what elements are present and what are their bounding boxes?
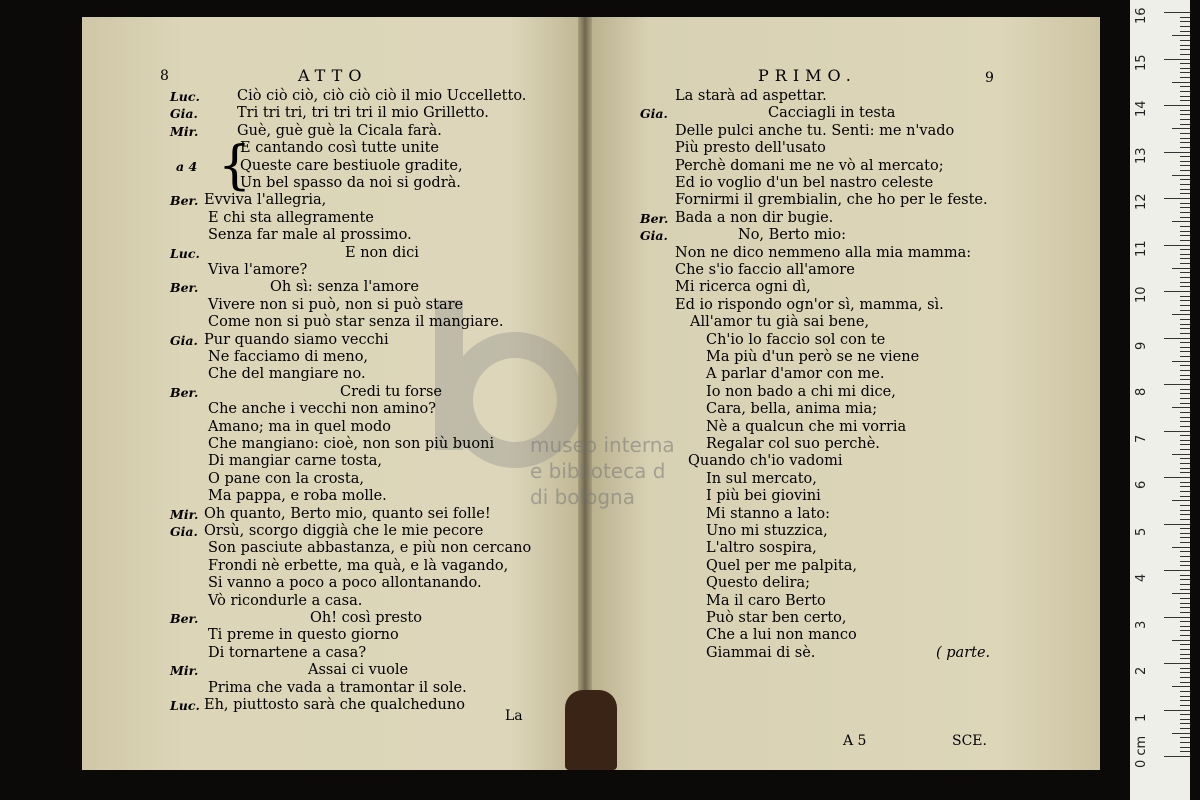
ruler-tick xyxy=(1180,519,1190,520)
verse-line: Oh sì: senza l'amore xyxy=(270,279,419,296)
verse-line: Che s'io faccio all'amore xyxy=(675,262,855,278)
ruler-tick xyxy=(1180,324,1190,325)
ruler-tick xyxy=(1172,547,1190,548)
right-catchword: SCE. xyxy=(952,733,987,749)
verse-line: Uno mi stuzzica, xyxy=(706,523,828,539)
verse-line: A parlar d'amor con me. xyxy=(706,366,885,383)
ruler-tick xyxy=(1180,258,1190,259)
ruler-label: 12 xyxy=(1134,193,1149,210)
speaker-label: Mir. xyxy=(170,663,199,679)
ruler-label: 13 xyxy=(1134,146,1149,164)
ruler-tick xyxy=(1180,77,1190,78)
verse-line: Di mangiar carne tosta, xyxy=(208,453,383,470)
speaker-label: Ber. xyxy=(170,384,199,400)
ruler-tick xyxy=(1180,584,1190,585)
verse-line: I più bei giovini xyxy=(706,488,821,505)
ruler-tick xyxy=(1164,524,1190,525)
ruler-tick xyxy=(1180,482,1190,483)
ruler-tick xyxy=(1164,431,1190,432)
ruler-tick xyxy=(1180,54,1190,55)
watermark-text: museo interna e biblioteca d di bologna xyxy=(530,433,675,509)
ruler-label: 14 xyxy=(1134,100,1149,117)
ruler-tick xyxy=(1180,412,1190,413)
ruler-tick xyxy=(1180,40,1190,41)
ruler-tick xyxy=(1180,333,1190,334)
ruler-tick xyxy=(1180,579,1190,580)
speaker-label: Gia. xyxy=(640,106,668,122)
ruler-tick xyxy=(1180,496,1190,497)
binding-clip xyxy=(565,690,617,770)
left-page-header: ATTO xyxy=(298,66,368,85)
ruler-tick xyxy=(1180,421,1190,422)
ruler-label: 9 xyxy=(1134,341,1149,350)
verse-line: Tri tri tri, tri tri tri il mio Grilletto. xyxy=(237,105,489,122)
ruler-tick xyxy=(1180,714,1190,715)
speaker-label: Gia. xyxy=(170,332,198,348)
ruler-tick xyxy=(1180,203,1190,204)
ruler-tick xyxy=(1180,296,1190,297)
ruler-tick xyxy=(1180,342,1190,343)
ruler-tick xyxy=(1180,747,1190,748)
ruler-tick xyxy=(1180,63,1190,64)
ruler-tick xyxy=(1172,686,1190,687)
verse-line: Prima che vada a tramontar il sole. xyxy=(208,679,467,696)
ruler-tick xyxy=(1172,175,1190,176)
verse-line: Senza far male al prossimo. xyxy=(208,227,412,244)
ruler-tick xyxy=(1180,31,1190,32)
verse-line: E non dici xyxy=(345,244,419,261)
ruler-tick xyxy=(1180,114,1190,115)
ruler-tick xyxy=(1180,300,1190,301)
ruler-label: 6 xyxy=(1134,480,1149,489)
ruler-tick xyxy=(1180,696,1190,697)
ruler-tick xyxy=(1180,542,1190,543)
ruler-tick xyxy=(1180,86,1190,87)
ruler-label: 15 xyxy=(1134,53,1149,71)
ruler-tick xyxy=(1164,105,1190,106)
verse-line: Bada a non dir bugie. xyxy=(675,209,834,226)
verse-line: Fornirmi il grembialin, che ho per le feste. xyxy=(675,192,988,209)
ruler-tick xyxy=(1180,393,1190,394)
verse-line: Che anche i vecchi non amino? xyxy=(208,401,436,418)
verse-line: La starà ad aspettar. xyxy=(675,88,827,104)
verse-line: Che a lui non manco xyxy=(706,627,857,644)
ruler-tick xyxy=(1180,505,1190,506)
ruler-tick xyxy=(1164,663,1190,664)
ruler-tick xyxy=(1180,737,1190,738)
ruler-tick xyxy=(1180,365,1190,366)
ruler-tick xyxy=(1172,128,1190,129)
ruler-tick xyxy=(1180,133,1190,134)
verse-line: Io non bado a chi mi dice, xyxy=(706,383,896,400)
ruler-tick xyxy=(1180,630,1190,631)
ruler-tick xyxy=(1180,91,1190,92)
speaker-label: Luc. xyxy=(170,89,200,104)
ruler-tick xyxy=(1180,49,1190,50)
speaker-label: Luc. xyxy=(170,698,200,713)
verse-line: Non ne dico nemmeno alla mia mamma: xyxy=(675,244,972,261)
ruler-tick xyxy=(1180,719,1190,720)
ruler-tick xyxy=(1180,705,1190,706)
verse-line: L'altro sospira, xyxy=(706,540,817,557)
speaker-label: Ber. xyxy=(170,611,199,626)
ruler-tick xyxy=(1180,598,1190,599)
ruler-tick xyxy=(1180,533,1190,534)
ruler-tick xyxy=(1180,142,1190,143)
ruler-tick xyxy=(1180,193,1190,194)
ruler-tick xyxy=(1180,207,1190,208)
ruler-tick xyxy=(1180,189,1190,190)
ruler-tick xyxy=(1180,486,1190,487)
verse-line: Ch'io lo faccio sol con te xyxy=(706,331,886,348)
ruler-tick xyxy=(1180,649,1190,650)
ruler-tick xyxy=(1172,593,1190,594)
ruler-tick xyxy=(1180,644,1190,645)
ruler-tick xyxy=(1164,152,1190,153)
verse-line: Mi ricerca ogni dì, xyxy=(675,279,811,296)
verse-line: No, Berto mio: xyxy=(738,227,846,244)
ruler-tick xyxy=(1180,17,1190,18)
speaker-label: Gia. xyxy=(170,524,198,539)
ruler-label: 3 xyxy=(1134,620,1149,629)
ruler-tick xyxy=(1180,156,1190,157)
ruler-tick xyxy=(1172,407,1190,408)
verse-line: Oh! così presto xyxy=(310,610,422,626)
ruler-tick xyxy=(1180,217,1190,218)
right-page-header: PRIMO. xyxy=(758,66,857,85)
ruler-tick xyxy=(1172,640,1190,641)
ruler-tick xyxy=(1180,310,1190,311)
ruler-tick xyxy=(1164,710,1190,711)
ruler-tick xyxy=(1180,691,1190,692)
verse-line: Orsù, scorgo diggià che le mie pecore xyxy=(204,523,484,539)
ruler-tick xyxy=(1180,751,1190,752)
verse-line: All'amor tu già sai bene, xyxy=(690,314,870,331)
ruler-label: 2 xyxy=(1134,666,1149,675)
ruler-tick xyxy=(1164,617,1190,618)
ruler-tick xyxy=(1180,184,1190,185)
ruler-tick xyxy=(1180,45,1190,46)
ruler-tick xyxy=(1180,514,1190,515)
ruler-label: 1 xyxy=(1134,713,1149,722)
ruler-tick xyxy=(1180,621,1190,622)
verse-line: Regalar col suo perchè. xyxy=(706,436,880,452)
ruler-label: 16 xyxy=(1134,7,1149,24)
ruler-tick xyxy=(1180,231,1190,232)
ruler-tick xyxy=(1180,240,1190,241)
ruler-tick xyxy=(1172,454,1190,455)
ruler-tick xyxy=(1180,249,1190,250)
ruler-tick xyxy=(1180,161,1190,162)
ruler-label: 8 xyxy=(1134,387,1149,396)
ruler-tick xyxy=(1180,556,1190,557)
verse-line: Ma più d'un però se ne viene xyxy=(706,349,920,365)
ruler-tick xyxy=(1180,612,1190,613)
ruler-tick xyxy=(1164,12,1190,13)
ruler-tick xyxy=(1180,626,1190,627)
verse-line: Può star ben certo, xyxy=(706,610,847,626)
ruler-tick xyxy=(1172,361,1190,362)
verse-line: Come non si può star senza il mangiare. xyxy=(208,314,504,331)
verse-line: Evviva l'allegria, xyxy=(204,192,327,209)
speaker-label: Ber. xyxy=(640,210,669,226)
ruler-tick xyxy=(1180,435,1190,436)
verse-line: Mi stanno a lato: xyxy=(706,505,831,522)
ruler-tick xyxy=(1180,607,1190,608)
ruler-tick xyxy=(1180,277,1190,278)
verse-line: Che mangiano: cioè, non son più buoni xyxy=(208,436,495,452)
ruler-tick xyxy=(1180,440,1190,441)
ruler-tick xyxy=(1180,561,1190,562)
ruler-tick xyxy=(1180,147,1190,148)
speaker-label: Mir. xyxy=(170,506,199,522)
speaker-label: Gia. xyxy=(640,228,668,244)
right-page-number: 9 xyxy=(985,70,994,86)
ruler-tick xyxy=(1180,668,1190,669)
ruler-tick xyxy=(1180,96,1190,97)
ruler-tick xyxy=(1180,170,1190,171)
ruler-tick xyxy=(1164,59,1190,60)
verse-line: Assai ci vuole xyxy=(308,662,409,679)
speaker-label: Ber. xyxy=(170,193,199,209)
verse-line: Ne facciamo di meno, xyxy=(208,349,369,365)
ruler-tick xyxy=(1180,68,1190,69)
ruler-label: 10 xyxy=(1134,286,1149,303)
ruler-tick xyxy=(1164,338,1190,339)
verse-line: Cara, bella, anima mia; xyxy=(706,401,878,418)
speaker-label: Ber. xyxy=(170,280,199,296)
speaker-label: Gia. xyxy=(170,106,198,122)
signature-mark: A 5 xyxy=(843,733,867,749)
ruler-tick xyxy=(1180,305,1190,306)
ruler-label: 11 xyxy=(1134,239,1149,257)
ruler-tick xyxy=(1172,221,1190,222)
verse-line: Ti preme in questo giorno xyxy=(208,627,399,644)
ruler-tick xyxy=(1180,491,1190,492)
ruler-tick xyxy=(1180,124,1190,125)
ruler-tick xyxy=(1180,272,1190,273)
ruler-tick xyxy=(1180,370,1190,371)
ruler-tick xyxy=(1180,26,1190,27)
ruler-tick xyxy=(1172,314,1190,315)
ruler-label: 0 cm xyxy=(1134,735,1149,768)
verse-line: Viva l'amore? xyxy=(208,262,308,278)
ruler-tick xyxy=(1180,458,1190,459)
verse-line: E cantando così tutte unite xyxy=(240,140,439,157)
ruler-tick xyxy=(1180,254,1190,255)
ruler-tick xyxy=(1164,291,1190,292)
ruler-tick xyxy=(1180,565,1190,566)
ruler-tick xyxy=(1164,477,1190,478)
verse-line: Ed io rispondo ogn'or sì, mamma, sì. xyxy=(675,296,944,313)
book-gutter xyxy=(578,17,592,770)
verse-line: Ed io voglio d'un bel nastro celeste xyxy=(675,175,934,191)
ruler-tick xyxy=(1180,444,1190,445)
ruler-tick xyxy=(1180,723,1190,724)
verse-line: Nè a qualcun che mi vorria xyxy=(706,418,907,435)
ruler-tick xyxy=(1180,472,1190,473)
ruler-label: 4 xyxy=(1134,573,1149,582)
left-page-number: 8 xyxy=(160,68,169,84)
ruler-tick xyxy=(1180,328,1190,329)
ruler-tick xyxy=(1180,110,1190,111)
brace-bracket: { xyxy=(218,136,252,196)
verse-line: Un bel spasso da noi si godrà. xyxy=(240,175,461,191)
ruler-tick xyxy=(1180,235,1190,236)
ruler-tick xyxy=(1180,72,1190,73)
verse-line: ( parte. xyxy=(936,644,991,661)
ruler-tick xyxy=(1180,389,1190,390)
ruler-tick xyxy=(1180,226,1190,227)
ruler-label: 5 xyxy=(1134,527,1149,536)
ruler-tick xyxy=(1180,398,1190,399)
ruler-tick xyxy=(1180,449,1190,450)
verse-line: Più presto dell'usato xyxy=(675,140,826,157)
ruler-tick xyxy=(1180,700,1190,701)
verse-line: Che del mangiare no. xyxy=(208,366,366,383)
verse-line: Vivere non si può, non si può stare xyxy=(208,296,464,313)
ruler-tick xyxy=(1180,635,1190,636)
ruler-tick xyxy=(1180,677,1190,678)
ruler-tick xyxy=(1164,756,1190,757)
ruler-tick xyxy=(1172,733,1190,734)
verse-line: Credi tu forse xyxy=(340,383,442,400)
verse-line: Vò ricondurle a casa. xyxy=(208,592,363,609)
ruler-tick xyxy=(1164,384,1190,385)
ruler-tick xyxy=(1164,570,1190,571)
verse-line: Perchè domani me ne vò al mercato; xyxy=(675,157,944,174)
ruler-tick xyxy=(1164,245,1190,246)
ruler-tick xyxy=(1180,100,1190,101)
ruler-tick xyxy=(1180,510,1190,511)
ruler-tick xyxy=(1164,198,1190,199)
ruler-tick xyxy=(1180,575,1190,576)
ruler-tick xyxy=(1180,589,1190,590)
verse-line: Ma pappa, e roba molle. xyxy=(208,488,387,505)
verse-line: Queste care bestiuole gradite, xyxy=(240,157,463,174)
verse-line: Son pasciute abbastanza, e più non cercano xyxy=(208,540,532,557)
verse-line: Guè, guè guè la Cicala farà. xyxy=(237,122,442,139)
left-catchword: La xyxy=(505,708,523,724)
verse-line: Questo delira; xyxy=(706,575,811,592)
verse-line: In sul mercato, xyxy=(706,470,817,487)
ruler-tick xyxy=(1180,537,1190,538)
ruler-tick xyxy=(1180,21,1190,22)
ruler-tick xyxy=(1180,286,1190,287)
verse-line: Oh quanto, Berto mio, quanto sei folle! xyxy=(204,505,491,522)
ruler-tick xyxy=(1172,268,1190,269)
ruler-tick xyxy=(1180,463,1190,464)
verse-line: Si vanno a poco a poco allontanando. xyxy=(208,575,482,592)
verse-line: Ciò ciò ciò, ciò ciò ciò il mio Uccelletto. xyxy=(237,88,527,104)
verse-line: Amano; ma in quel modo xyxy=(208,418,391,435)
speaker-label: Luc. xyxy=(170,245,200,261)
ruler-tick xyxy=(1180,263,1190,264)
ruler-tick xyxy=(1180,551,1190,552)
ruler-tick xyxy=(1180,212,1190,213)
ruler-tick xyxy=(1180,728,1190,729)
verse-line: Cacciagli in testa xyxy=(768,105,896,122)
ruler-tick xyxy=(1180,379,1190,380)
ruler-tick xyxy=(1180,319,1190,320)
ruler-tick xyxy=(1172,35,1190,36)
ruler-tick xyxy=(1180,658,1190,659)
verse-line: Giammai di sè. xyxy=(706,644,816,661)
ruler-tick xyxy=(1180,347,1190,348)
ruler-tick xyxy=(1180,468,1190,469)
speaker-label: a 4 xyxy=(176,158,198,174)
ruler-tick xyxy=(1180,282,1190,283)
verse-line: Pur quando siamo vecchi xyxy=(204,331,389,348)
verse-line: Quando ch'io vadomi xyxy=(688,453,843,470)
verse-line: Frondi nè erbette, ma quà, e là vagando, xyxy=(208,557,509,574)
ruler-tick xyxy=(1180,742,1190,743)
ruler-tick xyxy=(1180,138,1190,139)
ruler-tick xyxy=(1180,403,1190,404)
ruler-tick xyxy=(1180,603,1190,604)
ruler-tick xyxy=(1172,500,1190,501)
ruler-tick xyxy=(1180,528,1190,529)
verse-line: Delle pulci anche tu. Senti: me n'vado xyxy=(675,122,955,139)
verse-line: E chi sta allegramente xyxy=(208,209,374,226)
ruler-tick xyxy=(1172,82,1190,83)
ruler-tick xyxy=(1180,119,1190,120)
ruler-tick xyxy=(1180,654,1190,655)
measuring-ruler xyxy=(1130,0,1190,800)
ruler-tick xyxy=(1180,682,1190,683)
ruler-tick xyxy=(1180,165,1190,166)
ruler-tick xyxy=(1180,417,1190,418)
ruler-tick xyxy=(1180,672,1190,673)
ruler-tick xyxy=(1180,179,1190,180)
verse-line: Eh, piuttosto sarà che qualcheduno xyxy=(204,697,465,713)
verse-line: Quel per me palpita, xyxy=(706,557,857,574)
ruler-tick xyxy=(1180,375,1190,376)
verse-line: O pane con la crosta, xyxy=(208,470,364,487)
verse-line: Di tornartene a casa? xyxy=(208,644,367,661)
ruler-tick xyxy=(1180,356,1190,357)
verse-line: Ma il caro Berto xyxy=(706,592,826,609)
speaker-label: Mir. xyxy=(170,123,199,139)
ruler-tick xyxy=(1180,351,1190,352)
ruler-label: 7 xyxy=(1134,434,1149,443)
ruler-tick xyxy=(1180,426,1190,427)
